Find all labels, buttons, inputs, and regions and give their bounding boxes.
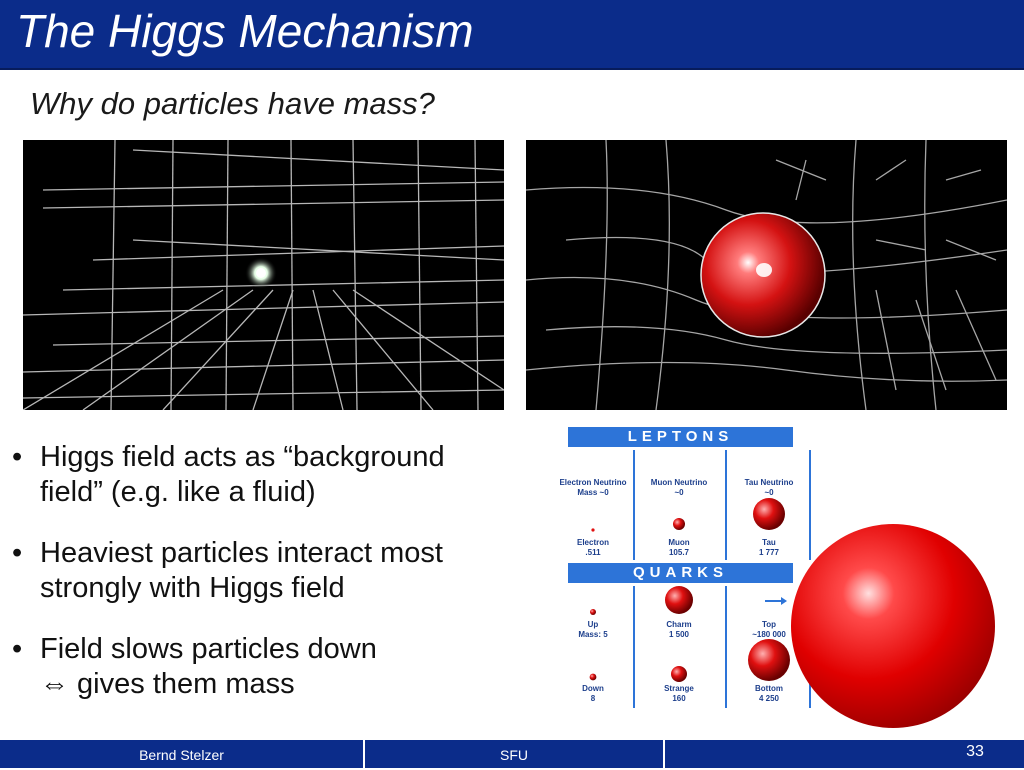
- title-bar: [0, 0, 1024, 70]
- particle-cell: Strange 160: [664, 684, 694, 703]
- quarks-header: QUARKS: [568, 563, 793, 583]
- bullet-dot: •: [12, 441, 23, 473]
- footer-bar: [0, 740, 1024, 768]
- higgs-field-grid-image: [23, 140, 504, 410]
- down-sphere: [590, 674, 597, 681]
- page-number: 33: [966, 743, 984, 760]
- particle-cell: Tau 1 777: [758, 538, 780, 557]
- tau-sphere: [753, 498, 785, 530]
- particle-cell: Tau Neutrino ~0: [744, 478, 794, 497]
- bullet-dot: •: [12, 633, 23, 665]
- footer-author: Bernd Stelzer: [139, 747, 224, 763]
- slide-subtitle: Why do particles have mass?: [30, 86, 435, 121]
- leptons-header: LEPTONS: [568, 427, 793, 447]
- mass-spheres: [553, 426, 813, 712]
- particle-cell: Charm 1 500: [666, 620, 692, 639]
- heavy-particle-field-image: [526, 140, 1007, 410]
- footer-divider: [663, 740, 665, 768]
- slide-title: The Higgs Mechanism: [16, 5, 474, 57]
- arrow-right-icon: [765, 597, 787, 605]
- particle-cell: Electron .511: [576, 538, 609, 557]
- top-quark-sphere: [788, 522, 998, 732]
- up-sphere: [590, 609, 596, 615]
- particle-cell: Bottom 4 250: [755, 684, 783, 703]
- charm-sphere: [665, 586, 693, 614]
- footer-institution: SFU: [500, 747, 528, 763]
- strange-sphere: [671, 666, 687, 682]
- particle-cell: Down 8: [582, 684, 604, 703]
- muon-sphere: [673, 518, 685, 530]
- bullet-item: • Heaviest particles interact most strongly with Higgs field: [12, 537, 443, 604]
- particle-cell: Electron Neutrino Mass ~0: [559, 478, 627, 497]
- bullet-item: • Higgs field acts as “background field” (e.g. like a fluid): [12, 441, 445, 508]
- bullet-list: [12, 440, 527, 728]
- particle-mass-table: [553, 426, 813, 712]
- bullet-item: • Field slows particles down ⇔ gives them mass: [12, 633, 377, 700]
- particle-cell: Muon 105.7: [668, 538, 690, 557]
- particle-cell: Up Mass: 5: [578, 620, 608, 639]
- particle-cell: Top ~180 000: [752, 620, 786, 639]
- distorted-grid-illustration: [526, 140, 1007, 410]
- grid-lattice-illustration: [23, 140, 504, 410]
- bullet-dot: •: [12, 537, 23, 569]
- bottom-sphere: [748, 639, 790, 681]
- particle-cell: Muon Neutrino ~0: [650, 478, 708, 497]
- electron-sphere: [591, 528, 594, 531]
